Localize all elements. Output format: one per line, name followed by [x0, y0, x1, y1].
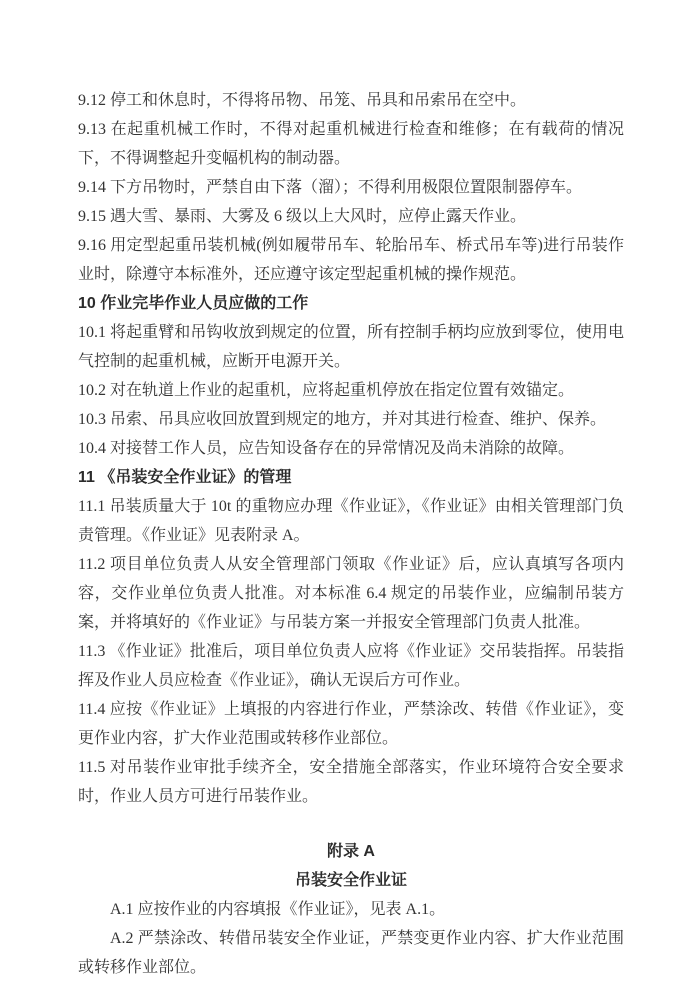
clause-11-4: 11.4 应按《作业证》上填报的内容进行作业，严禁涂改、转借《作业证》，变更作业内容，扩大作业范围或转移作业部位。 — [78, 701, 624, 747]
clause-9-14: 9.14 下方吊物时，严禁自由下落（溜）；不得利用极限位置限制器停车。 — [78, 179, 583, 196]
clause-10-2: 10.2 对在轨道上作业的起重机，应将起重机停放在指定位置有效锚定。 — [78, 382, 575, 399]
section-heading-10: 10 作业完毕作业人员应做的工作 — [78, 295, 309, 312]
clause-11-2: 11.2 项目单位负责人从安全管理部门领取《作业证》后，应认真填写各项内容，交作业单位负责人批准。对本标准 6.4 规定的吊装作业，应编制吊装方案，并将填好的《作业证》与吊装方案一并报安全管理部门负责人批准。 — [78, 556, 624, 631]
clause-10-1: 10.1 将起重臂和吊钩收放到规定的位置，所有控制手柄均应放到零位，使用电气控制的起重机械，应断开电源开关。 — [78, 324, 624, 370]
clause-a-1: A.1 应按作业的内容填报《作业证》，见表 A.1。 — [110, 901, 446, 918]
clause-11-5: 11.5 对吊装作业审批手续齐全，安全措施全部落实，作业环境符合安全要求时，作业人员方可进行吊装作业。 — [78, 759, 624, 805]
clause-9-15: 9.15 遇大雪、暴雨、大雾及 6 级以上大风时，应停止露天作业。 — [78, 208, 527, 225]
section-heading-11: 11 《吊装安全作业证》的管理 — [78, 469, 292, 486]
clause-10-3: 10.3 吊索、吊具应收回放置到规定的地方，并对其进行检查、维护、保养。 — [78, 411, 607, 428]
appendix-a-title: 附录 A — [326, 843, 375, 860]
clause-10-4: 10.4 对接替工作人员，应告知设备存在的异常情况及尚未消除的故障。 — [78, 440, 575, 457]
clause-9-16: 9.16 用定型起重吊装机械(例如履带吊车、轮胎吊车、桥式吊车等)进行吊装作业时，除遵守本标准外，还应遵守该定型起重机械的操作规范。 — [78, 237, 624, 283]
clause-11-1: 11.1 吊装质量大于 10t 的重物应办理《作业证》，《作业证》由相关管理部门负责管理。《作业证》见表附录 A。 — [78, 498, 624, 544]
clause-11-3: 11.3 《作业证》批准后，项目单位负责人应将《作业证》交吊装指挥。吊装指挥及作业人员应检查《作业证》，确认无误后方可作业。 — [78, 643, 624, 689]
clause-9-13: 9.13 在起重机械工作时，不得对起重机械进行检查和维修；在有载荷的情况下，不得调整起升变幅机构的制动器。 — [78, 121, 624, 167]
clause-9-12: 9.12 停工和休息时，不得将吊物、吊笼、吊具和吊索吊在空中。 — [78, 92, 527, 109]
appendix-a-subtitle: 吊装安全作业证 — [294, 872, 407, 889]
clause-a-2: A.2 严禁涂改、转借吊装安全作业证，严禁变更作业内容、扩大作业范围或转移作业部位。 — [78, 930, 624, 976]
